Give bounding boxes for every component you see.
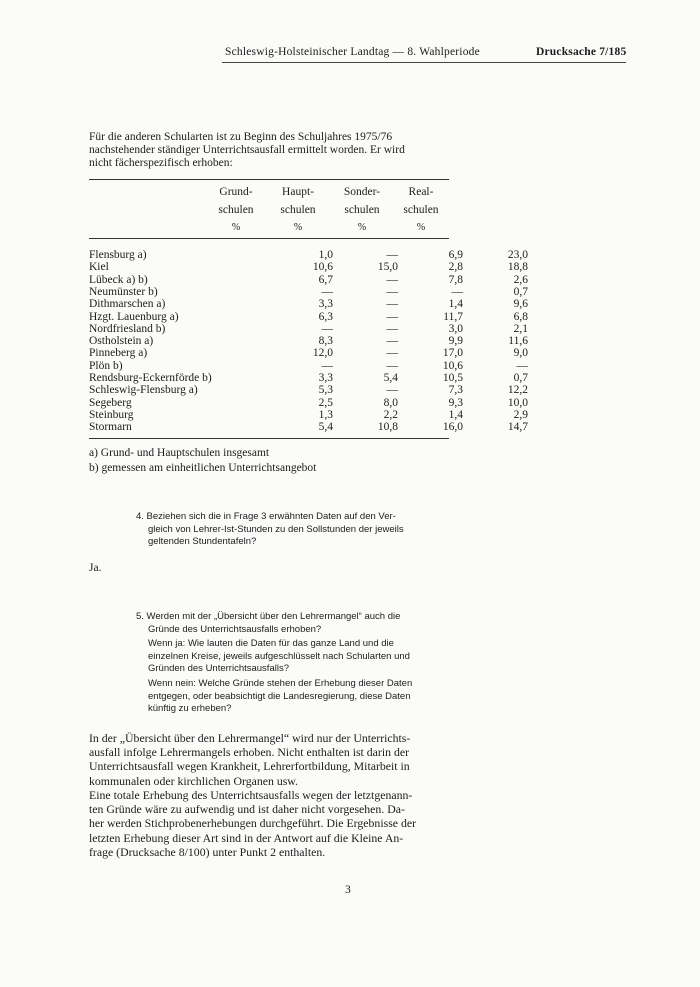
- district-name: Flensburg a): [89, 249, 147, 261]
- value-sonderschulen: 17,0: [442, 347, 463, 360]
- value-sonderschulen: 2,8: [448, 261, 463, 274]
- district-name: Schleswig-Flensburg a): [89, 384, 198, 397]
- value-grundschulen: 3,3: [318, 372, 333, 384]
- value-hauptschulen: 15,0: [377, 261, 398, 274]
- answer-line: Unterrichtsausfall wegen Krankheit, Lehrerfortbildung, Mitarbeit in: [89, 759, 410, 774]
- answer-line: ten Gründe wäre zu aufwendig und ist daher nicht vorgesehen. Da-: [89, 802, 405, 817]
- value-sonderschulen: 3,0: [448, 322, 463, 335]
- question-line: Wenn nein: Welche Gründe stehen der Erhebung dieser Daten: [148, 678, 413, 689]
- value-grundschulen: —: [321, 322, 333, 335]
- running-header-title: Schleswig-Holsteinischer Landtag — 8. Wahlperiode: [225, 46, 480, 58]
- value-hauptschulen: —: [386, 310, 398, 323]
- value-grundschulen: 8,3: [318, 335, 333, 348]
- value-realschulen: 11,6: [508, 335, 528, 348]
- value-realschulen: 0,7: [513, 372, 528, 384]
- district-name: Nordfriesland b): [89, 322, 166, 335]
- value-realschulen: 0,7: [513, 285, 528, 298]
- table-row: [89, 335, 528, 348]
- value-realschulen: 6,8: [513, 310, 528, 323]
- value-realschulen: 14,7: [507, 421, 528, 434]
- question-line: 4. Beziehen sich die in Frage 3 erwähnten Daten auf den Ver-: [136, 511, 396, 522]
- value-realschulen: 9,0: [513, 347, 528, 360]
- value-grundschulen: 3,3: [318, 298, 333, 311]
- table-row: [89, 322, 528, 335]
- table-row: [89, 421, 528, 434]
- answer-5-paragraph-2: [89, 788, 447, 859]
- value-hauptschulen: 8,0: [383, 396, 398, 409]
- value-sonderschulen: 9,9: [448, 335, 463, 348]
- value-realschulen: 23,0: [507, 249, 528, 261]
- answer-line: In der „Übersicht über den Lehrermangel“ wird nur der Unterrichts-: [89, 731, 411, 745]
- intro-line: nachstehender ständiger Unterrichtsausfall ermittelt worden. Er wird: [89, 144, 405, 156]
- value-realschulen: 2,9: [513, 408, 528, 421]
- district-name: Pinneberg a): [89, 347, 148, 360]
- intro-paragraph: [89, 131, 461, 170]
- district-name: Dithmarschen a): [89, 298, 166, 311]
- question-line: künftig zu erheben?: [148, 703, 232, 714]
- value-realschulen: 2,1: [513, 322, 528, 335]
- table-row: [89, 261, 528, 274]
- column-header-grundschulen: Grund- schulen %: [218, 186, 254, 233]
- table-row: [89, 310, 528, 323]
- value-grundschulen: 6,7: [318, 273, 333, 286]
- question-4: [136, 511, 464, 549]
- question-line: Gründen des Unterrichtsausfalls?: [148, 663, 289, 674]
- table-top-rule: [89, 179, 449, 180]
- value-sonderschulen: 1,4: [448, 298, 463, 311]
- intro-line: Für die anderen Schularten ist zu Beginn des Schuljahres 1975/76: [89, 131, 393, 143]
- value-hauptschulen: —: [386, 384, 398, 397]
- document-number: Drucksache 7/185: [536, 46, 627, 58]
- district-name: Plön b): [89, 359, 123, 372]
- value-hauptschulen: —: [386, 298, 398, 311]
- question-line: Gründe des Unterrichtsausfalls erhoben?: [148, 623, 322, 635]
- value-hauptschulen: —: [386, 285, 398, 298]
- question-line: 5. Werden mit der „Übersicht über den Lehrermangel“ auch die: [136, 611, 401, 622]
- answer-5-paragraph-1: [89, 731, 447, 788]
- value-sonderschulen: —: [451, 285, 463, 298]
- answer-line: ausfall infolge Lehrermangels erhoben. Nicht enthalten ist darin der: [89, 745, 410, 760]
- table-row: [89, 396, 528, 409]
- question-line: gleich von Lehrer-Ist-Stunden zu den Sollstunden der jeweils: [148, 523, 404, 535]
- table-row: [89, 359, 528, 372]
- value-grundschulen: —: [321, 359, 333, 372]
- value-grundschulen: 5,3: [318, 384, 333, 397]
- value-sonderschulen: 1,4: [448, 408, 463, 421]
- district-name: Stormarn: [89, 421, 132, 434]
- value-grundschulen: —: [321, 285, 333, 298]
- district-name: Neumünster b): [89, 285, 158, 298]
- district-name: Hzgt. Lauenburg a): [89, 310, 179, 323]
- value-hauptschulen: 10,8: [377, 421, 398, 434]
- footnote-b: b) gemessen am einheitlichen Unterrichtsangebot: [89, 462, 317, 474]
- question-5: [136, 611, 464, 636]
- table-row: [89, 285, 528, 298]
- answer-4: Ja.: [89, 562, 102, 574]
- value-hauptschulen: —: [386, 249, 398, 261]
- value-hauptschulen: —: [386, 335, 398, 348]
- value-grundschulen: 1,3: [318, 408, 333, 421]
- district-name: Kiel: [89, 261, 109, 274]
- district-name: Ostholstein a): [89, 335, 154, 348]
- value-realschulen: —: [516, 359, 528, 372]
- question-5-if-yes: [148, 638, 464, 676]
- district-name: Segeberg: [89, 396, 132, 409]
- value-realschulen: 18,8: [507, 261, 528, 274]
- header-divider: [222, 62, 626, 63]
- intro-line: nicht fächerspezifisch erhoben:: [89, 157, 233, 169]
- value-sonderschulen: 16,0: [442, 421, 463, 434]
- value-hauptschulen: —: [386, 347, 398, 360]
- district-name: Steinburg: [89, 408, 134, 421]
- question-line: entgegen, oder beabsichtigt die Landesregierung, diese Daten: [148, 690, 411, 702]
- table-header-rule: [89, 238, 449, 239]
- value-grundschulen: 10,6: [312, 261, 333, 274]
- value-sonderschulen: 10,6: [442, 359, 463, 372]
- table-bottom-rule: [89, 438, 449, 439]
- page-number: 3: [345, 884, 351, 896]
- value-realschulen: 12,2: [507, 384, 528, 397]
- value-sonderschulen: 7,3: [448, 384, 463, 397]
- value-grundschulen: 6,3: [318, 310, 333, 323]
- table-row: [89, 347, 528, 360]
- value-sonderschulen: 9,3: [448, 396, 463, 409]
- table-row: [89, 408, 528, 421]
- value-hauptschulen: 5,4: [383, 372, 398, 384]
- question-5-if-no: [148, 678, 464, 716]
- value-grundschulen: 2,5: [318, 396, 333, 409]
- value-grundschulen: 5,4: [318, 421, 333, 434]
- answer-line: frage (Drucksache 8/100) unter Punkt 2 enthalten.: [89, 844, 326, 859]
- table-row: [89, 273, 528, 286]
- column-header-sonderschulen: Sonder- schulen %: [343, 186, 381, 233]
- table-row: [89, 372, 528, 384]
- answer-line: her werden Stichprobenerhebungen durchgeführt. Die Ergebnisse der: [89, 816, 417, 831]
- value-hauptschulen: —: [386, 322, 398, 335]
- value-grundschulen: 1,0: [318, 249, 333, 261]
- table-row: [89, 298, 528, 311]
- value-sonderschulen: 11,7: [443, 310, 463, 323]
- value-sonderschulen: 7,8: [448, 273, 463, 286]
- column-header-hauptschulen: Haupt- schulen %: [280, 186, 316, 233]
- value-realschulen: 2,6: [513, 273, 528, 286]
- value-hauptschulen: 2,2: [383, 408, 398, 421]
- value-hauptschulen: —: [386, 273, 398, 286]
- answer-line: letzten Erhebung dieser Art sind in der Antwort auf die Kleine An-: [89, 830, 404, 845]
- value-sonderschulen: 10,5: [442, 372, 463, 384]
- answer-line: kommunalen oder kirchlichen Organen usw.: [89, 773, 299, 788]
- column-header-realschulen: Real- schulen %: [403, 186, 439, 233]
- answer-line: Eine totale Erhebung des Unterrichtsausfalls wegen der letztgenann-: [89, 788, 413, 802]
- table-row: [89, 249, 528, 261]
- value-sonderschulen: 6,9: [448, 249, 463, 261]
- value-realschulen: 10,0: [507, 396, 528, 409]
- value-grundschulen: 12,0: [312, 347, 333, 360]
- footnote-a: a) Grund- und Hauptschulen insgesamt: [89, 447, 270, 459]
- value-realschulen: 9,6: [513, 298, 528, 311]
- district-name: Lübeck a) b): [89, 273, 148, 286]
- value-hauptschulen: —: [386, 359, 398, 372]
- district-name: Rendsburg-Eckernförde b): [89, 372, 212, 384]
- table-row: [89, 384, 528, 397]
- question-line: Wenn ja: Wie lauten die Daten für das ganze Land und die: [148, 638, 394, 649]
- question-line: einzelnen Kreise, jeweils aufgeschlüsselt nach Schularten und: [148, 650, 410, 662]
- question-line: geltenden Stundentafeln?: [148, 536, 257, 547]
